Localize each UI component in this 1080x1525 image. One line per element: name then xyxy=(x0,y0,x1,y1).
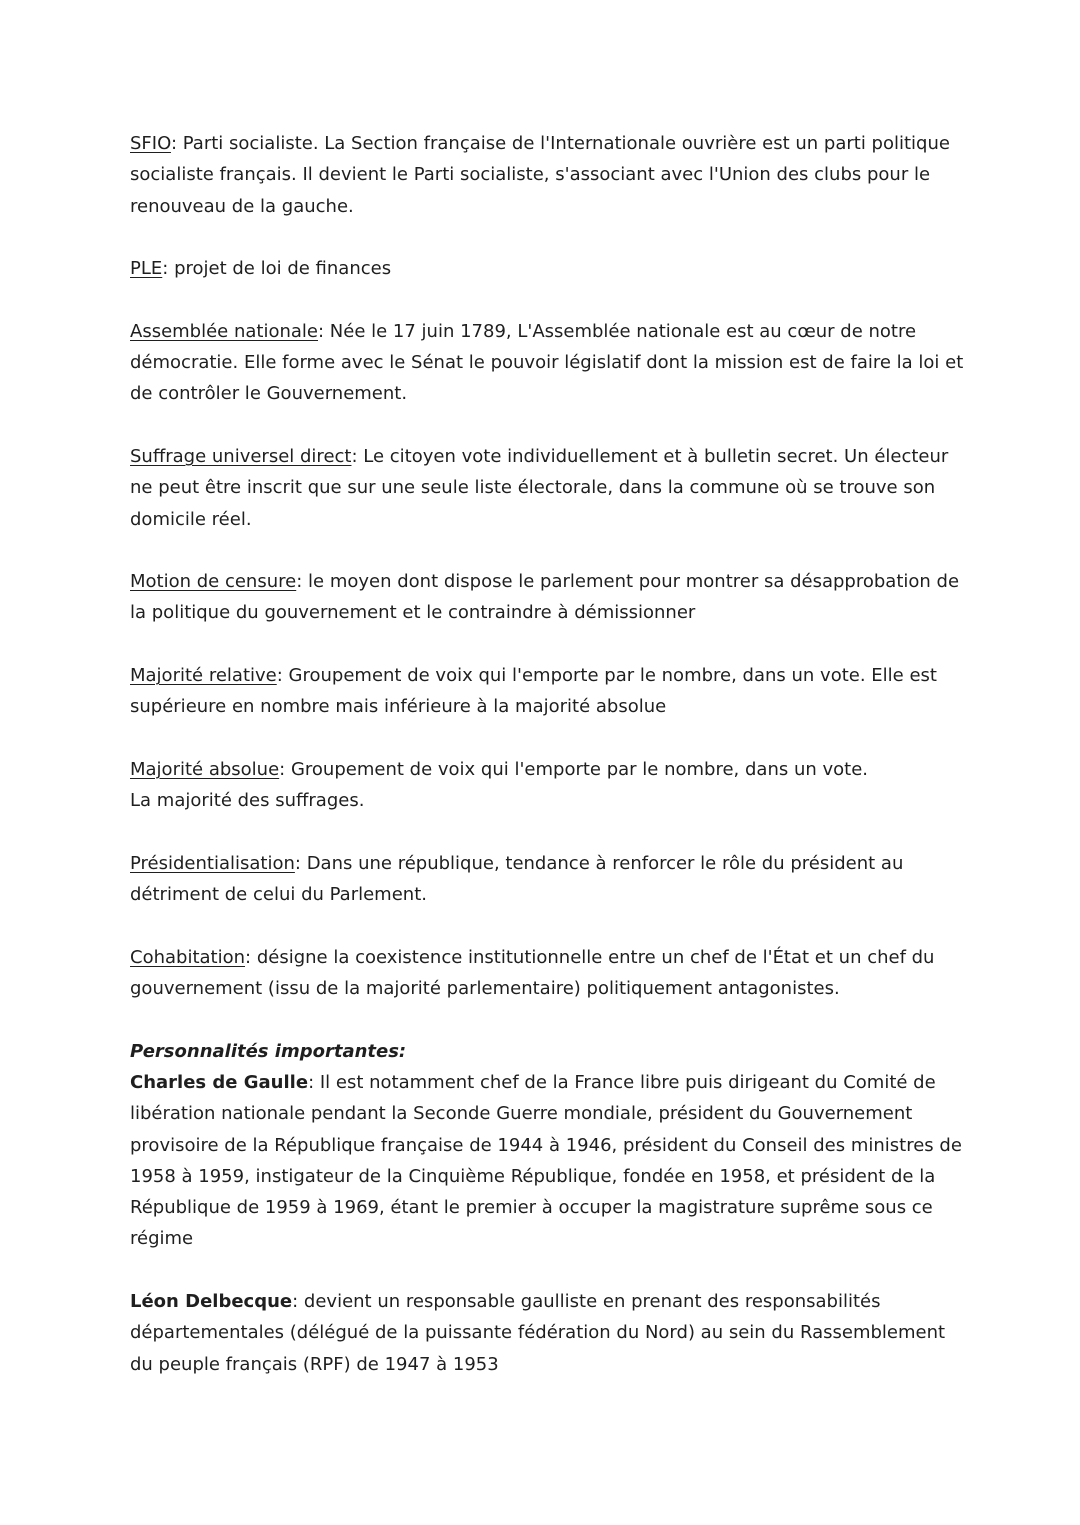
glossary-term: SFIO xyxy=(130,133,171,154)
glossary-term: Majorité absolue xyxy=(130,758,280,780)
person-description: Il est notamment chef de la France libre puis dirigeant du Comité de libération nationale pendant la Seconde Guerre mondiale, président du Gouvernement provisoire de la République française de 1944 à 1946, président du Conseil des ministres de 1958 à 1959, instigateur de la Cinquième République, fondée en 1958, et président de la République de 1959 à 1969, étant le premier à occuper la magistrature suprême sous ce régime xyxy=(130,1071,962,1250)
person-name: Léon Delbecque xyxy=(130,1290,293,1312)
glossary-term: PLE xyxy=(130,258,163,280)
glossary-definition: Dans une république, tendance à renforcer le rôle du président au détriment de celui du Parlement. xyxy=(130,852,904,906)
person-name: Charles de Gaulle xyxy=(130,1071,309,1093)
glossary-entry-suffrage-universel-direct: Suffrage universel direct: Le citoyen vote individuellement et à bulletin secret. Un électeur ne peut être inscrit que sur une seule liste électorale, dans la commune où se trouve son domicile réel. xyxy=(130,445,949,530)
glossary-entry-ple: PLE: projet de loi de finances xyxy=(130,258,392,280)
glossary-definition: Groupement de voix qui l'emporte par le nombre, dans un vote. Elle est supérieure en nombre mais inférieure à la majorité absolue xyxy=(130,665,937,718)
person-description: devient un responsable gaulliste en prenant des responsabilités départementales (délégué de la puissante fédération du Nord) au sein du Rassemblement du peuple français (RPF) de 1947 à 1953 xyxy=(130,1290,946,1375)
glossary-definition: le moyen dont dispose le parlement pour montrer sa désapprobation de la politique du gouvernement et le contraindre à démissionner xyxy=(130,571,960,624)
glossary-definition: Groupement de voix qui l'emporte par le nombre, dans un vote. xyxy=(290,758,869,780)
glossary-definition-line2: La majorité des suffrages. xyxy=(130,790,365,812)
personalities-title: Personnalités importantes: xyxy=(130,1040,407,1062)
document-page xyxy=(130,128,970,1411)
person-entry-charles-de-gaulle: Charles de Gaulle: Il est notamment chef de la France libre puis dirigeant du Comité de libération nationale pendant la Seconde Guerre mondiale, président du Gouvernement provisoire de la République française de 1944 à 1946, président du Conseil des ministres de 1958 à 1959, instigateur de la Cinquième République, fondée en 1958, et président de la République de 1959 à 1969, étant le premier à occuper la magistrature suprême sous ce régime xyxy=(130,1071,962,1250)
glossary-term: Suffrage universel direct xyxy=(130,445,352,467)
glossary-term: Majorité relative xyxy=(130,665,277,687)
glossary-entry-majorite-relative: Majorité relative: Groupement de voix qui l'emporte par le nombre, dans un vote. Elle est supérieure en nombre mais inférieure à la majorité absolue xyxy=(130,665,937,718)
glossary-entry-motion-de-censure: Motion de censure: le moyen dont dispose le parlement pour montrer sa désapprobation de la politique du gouvernement et le contraindre à démissionner xyxy=(130,571,960,624)
glossary-term: Assemblée nationale xyxy=(130,320,318,342)
glossary-definition: Née le 17 juin 1789, L'Assemblée nationale est au cœur de notre démocratie. Elle forme avec le Sénat le pouvoir législatif dont la mission est de faire la loi et de contrôler le Gouvernement. xyxy=(130,320,964,405)
glossary-definition: désigne la coexistence institutionnelle entre un chef de l'État et un chef du gouvernement (issu de la majorité parlementaire) politiquement antagonistes. xyxy=(130,946,935,1000)
glossary-term: Présidentialisation xyxy=(130,852,295,874)
glossary-entry-assemblee-nationale: Assemblée nationale: Née le 17 juin 1789, L'Assemblée nationale est au cœur de notre démocratie. Elle forme avec le Sénat le pouvoir législatif dont la mission est de faire la loi et de contrôler le Gouvernement. xyxy=(130,320,964,405)
glossary-entry-sfio: SFIO: Parti socialiste. La Section française de l'Internationale ouvrière est un parti politique socialiste français. Il devient le Parti socialiste, s'associant avec l'Union des clubs pour le renouveau de la gauche. xyxy=(130,133,950,217)
glossary-term: Motion de censure xyxy=(130,571,297,593)
glossary-definition: Parti socialiste. La Section française de l'Internationale ouvrière est un parti politique socialiste français. Il devient le Parti socialiste, s'associant avec l'Union des clubs pour le renouveau de la gauche. xyxy=(130,133,950,217)
glossary-entry-cohabitation: Cohabitation: désigne la coexistence institutionnelle entre un chef de l'État et un chef du gouvernement (issu de la majorité parlementaire) politiquement antagonistes. xyxy=(130,946,935,1000)
glossary-entry-majorite-absolue: Majorité absolue: Groupement de voix qui l'emporte par le nombre, dans un vote. La majorité des suffrages. xyxy=(130,758,869,812)
glossary-entry-presidentialisation: Présidentialisation: Dans une république, tendance à renforcer le rôle du président au détriment de celui du Parlement. xyxy=(130,852,904,906)
glossary-term: Cohabitation xyxy=(130,946,246,968)
glossary-definition: projet de loi de finances xyxy=(174,258,392,280)
person-entry-leon-delbecque: Léon Delbecque: devient un responsable gaulliste en prenant des responsabilités départementales (délégué de la puissante fédération du Nord) au sein du Rassemblement du peuple français (RPF) de 1947 à 1953 xyxy=(130,1290,946,1375)
glossary-definition: Le citoyen vote individuellement et à bulletin secret. Un électeur ne peut être inscrit que sur une seule liste électorale, dans la commune où se trouve son domicile réel. xyxy=(130,445,949,530)
